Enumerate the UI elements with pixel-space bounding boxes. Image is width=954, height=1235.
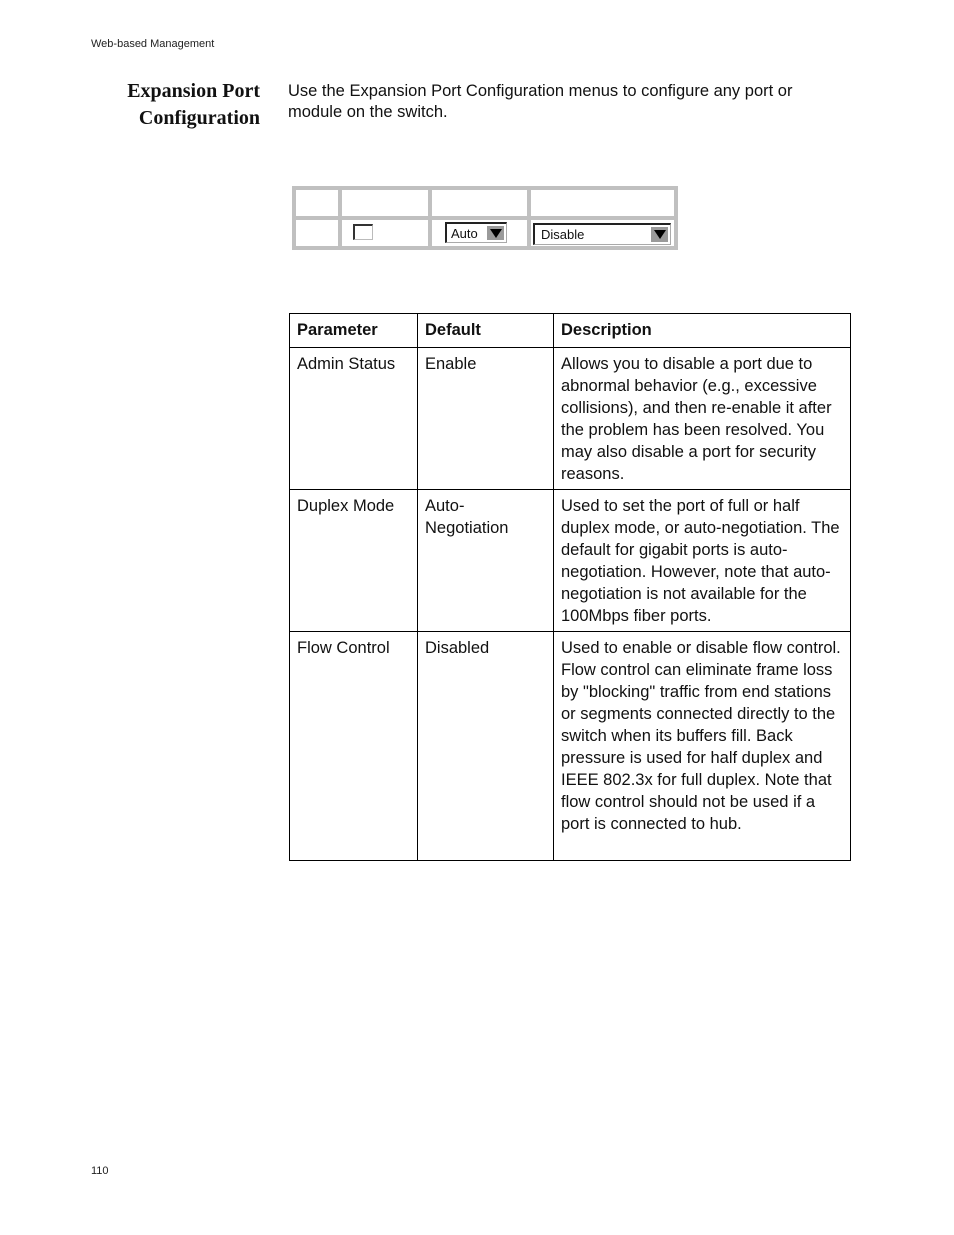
form-header-cell: [296, 190, 338, 216]
duplex-mode-select[interactable]: [445, 222, 507, 243]
column-header-default: Default: [418, 314, 554, 348]
form-port-cell: [296, 220, 338, 246]
section-title-line1: Expansion Port: [127, 80, 260, 102]
form-header-cell: [531, 190, 674, 216]
table-row: [290, 632, 851, 861]
default-value: Auto- Negotiation: [425, 497, 509, 537]
section-title: [60, 78, 260, 132]
running-header: Web-based Management: [91, 38, 215, 50]
duplex-mode-value: Auto: [451, 226, 478, 241]
page-number: 110: [91, 1165, 109, 1177]
default-cell: [418, 490, 554, 632]
table-row: [290, 490, 851, 632]
description-cell: Used to set the port of full or half duplex mode, or auto-negotiation. The default for gigabit ports is auto-negotiation. However, note that auto-negotiation is not available for the 100Mbps fiber ports.: [554, 490, 851, 632]
form-header-cell: [342, 190, 428, 216]
flow-control-select[interactable]: [533, 223, 671, 245]
column-header-parameter: Parameter: [290, 314, 418, 348]
description-cell: Used to enable or disable flow control. Flow control can eliminate frame loss by "blocking" traffic from end stations or segments connected directly to the switch when its buffers fill. Back pressure is used for half duplex and IEEE 802.3x for full duplex. Note that flow control should not be used if a port is connected to hub.: [554, 632, 851, 861]
default-cell: Enable: [418, 348, 554, 490]
parameter-cell: Admin Status: [290, 348, 418, 490]
table-header-row: [290, 314, 851, 348]
flow-control-value: Disable: [541, 227, 585, 242]
parameter-table: [289, 313, 851, 861]
intro-paragraph: Use the Expansion Port Configuration menus to configure any port or module on the switch.: [288, 82, 793, 121]
chevron-down-icon[interactable]: [487, 226, 504, 240]
form-header-cell: [432, 190, 527, 216]
admin-status-checkbox[interactable]: [353, 224, 373, 240]
chevron-down-icon[interactable]: [651, 227, 668, 242]
description-cell: Allows you to disable a port due to abnormal behavior (e.g., excessive collisions), and then re-enable it after the problem has been resolved. You may also disable a port for security reasons.: [554, 348, 851, 490]
table-row: [290, 348, 851, 490]
default-cell: Disabled: [418, 632, 554, 861]
column-header-description: Description: [554, 314, 851, 348]
parameter-cell: Duplex Mode: [290, 490, 418, 632]
section-title-line2: Configuration: [138, 107, 260, 129]
parameter-cell: Flow Control: [290, 632, 418, 861]
